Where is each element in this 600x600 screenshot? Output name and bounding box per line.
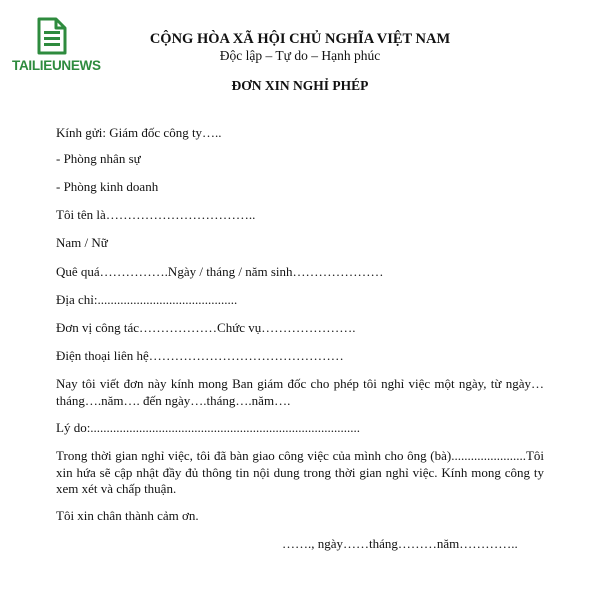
leave-request-paragraph: Nay tôi viết đơn này kính mong Ban giám đốc cho phép tôi nghỉ việc một ngày, từ ngày…tháng….năm…. đến ngày….tháng….năm….	[56, 376, 544, 408]
gender-field: Nam / Nữ	[56, 235, 108, 250]
phone-field: Điện thoại liên hệ………………………………………	[56, 348, 344, 363]
address-field: Địa chỉ:...........................................	[56, 292, 238, 307]
date-line: ……., ngày……tháng………năm…………..	[282, 536, 518, 551]
hometown-birthdate-field: Quê quá…………….Ngày / tháng / năm sinh…………………	[56, 264, 384, 279]
reason-field: Lý do:...................................................................................	[56, 420, 361, 435]
document-title: ĐƠN XIN NGHỈ PHÉP	[231, 78, 369, 93]
logo-text: TAILIEUNEWS	[12, 58, 101, 73]
nation-motto: Độc lập – Tự do – Hạnh phúc	[219, 48, 381, 63]
nation-name: CỘNG HÒA XÃ HỘI CHỦ NGHĨA VIỆT NAM	[149, 31, 451, 47]
thanks-line: Tôi xin chân thành cảm ơn.	[56, 508, 199, 523]
document-header	[100, 30, 500, 64]
recipient-sales: - Phòng kinh doanh	[56, 179, 159, 194]
name-field: Tôi tên là……………………………..	[56, 207, 256, 222]
handover-paragraph: Trong thời gian nghỉ việc, tôi đã bàn giao công việc của mình cho ông (bà).......................Tôi xin hứa sẽ cập nhật đầy đủ thông tin nội dung trong thời gian nghỉ việc. Kính mong công ty xem xét và chấp thuận.	[56, 448, 544, 496]
document-icon	[36, 16, 68, 56]
recipient-line: Kính gửi: Giám đốc công ty…..	[56, 125, 222, 140]
unit-position-field: Đơn vị công tác………………Chức vụ………………….	[56, 320, 356, 335]
recipient-hr: - Phòng nhân sự	[56, 151, 141, 166]
logo	[12, 16, 101, 76]
